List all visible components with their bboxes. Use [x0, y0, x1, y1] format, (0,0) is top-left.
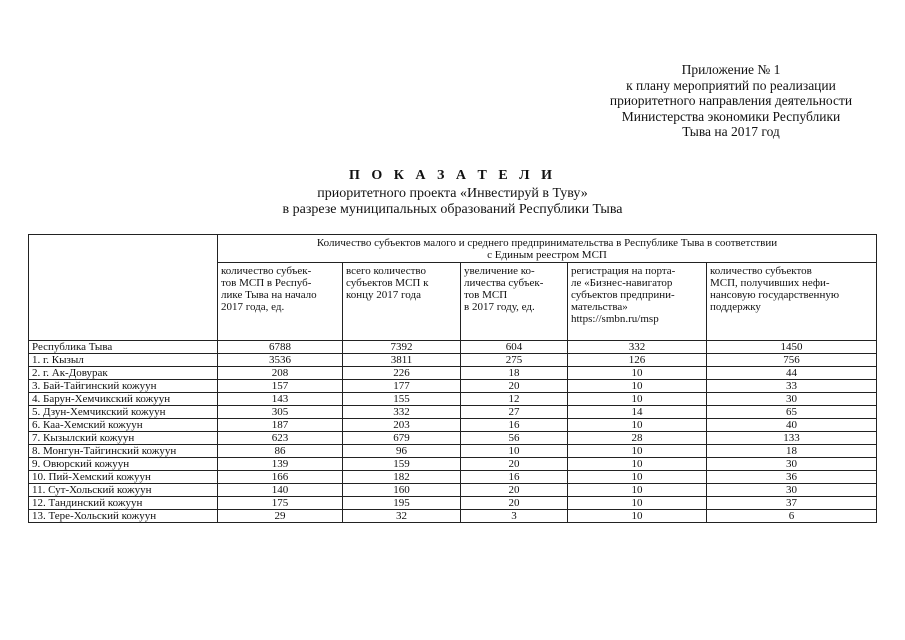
table-row — [29, 510, 877, 523]
value-cell: 182 — [343, 471, 461, 484]
column-header — [707, 263, 877, 341]
value-cell: 96 — [343, 445, 461, 458]
group-header-line: с Единым реестром МСП — [487, 249, 607, 261]
value-cell: 1450 — [707, 341, 877, 354]
column-header-line: регистрация на порта- — [571, 265, 676, 277]
value-cell: 187 — [218, 419, 343, 432]
column-header-line: субъектов предприни- — [571, 289, 675, 301]
appendix-line: Министерства экономики Республики — [621, 108, 841, 124]
appendix-line: к плану мероприятий по реализации — [626, 77, 836, 93]
value-cell: 30 — [707, 484, 877, 497]
value-cell: 10 — [568, 510, 707, 523]
appendix-line: Тыва на 2017 год — [682, 124, 780, 139]
value-cell: 166 — [218, 471, 343, 484]
value-cell: 16 — [461, 471, 568, 484]
value-cell: 18 — [707, 445, 877, 458]
column-header-line: количество субъектов — [710, 265, 812, 277]
value-cell: 175 — [218, 497, 343, 510]
title-main: П О К А З А Т Е Л И — [348, 168, 557, 183]
value-cell: 10 — [568, 367, 707, 380]
table-row — [29, 380, 877, 393]
value-cell: 143 — [218, 393, 343, 406]
value-cell: 36 — [707, 471, 877, 484]
value-cell: 86 — [218, 445, 343, 458]
value-cell: 20 — [461, 380, 568, 393]
table-row — [29, 458, 877, 471]
column-header-line: тов МСП в Респуб- — [221, 277, 312, 289]
column-header-line: МСП, получивших нефи- — [710, 277, 830, 289]
value-cell: 208 — [218, 367, 343, 380]
column-header — [218, 263, 343, 341]
municipality-name: 2. г. Ак-Довурак — [29, 367, 218, 380]
table-row — [29, 406, 877, 419]
value-cell: 6788 — [218, 341, 343, 354]
value-cell: 226 — [343, 367, 461, 380]
value-cell: 203 — [343, 419, 461, 432]
group-header — [218, 235, 877, 263]
value-cell: 177 — [343, 380, 461, 393]
value-cell: 159 — [343, 458, 461, 471]
municipality-name: Республика Тыва — [29, 341, 218, 354]
column-header-line: субъектов МСП к — [346, 277, 429, 289]
value-cell: 30 — [707, 393, 877, 406]
empty-corner-cell — [29, 235, 218, 341]
value-cell: 6 — [707, 510, 877, 523]
value-cell: 305 — [218, 406, 343, 419]
table-row — [29, 393, 877, 406]
value-cell: 623 — [218, 432, 343, 445]
indicators-table — [28, 234, 877, 523]
value-cell: 133 — [707, 432, 877, 445]
column-header-line: количество субъек- — [221, 265, 312, 277]
column-header-line: мательства» — [571, 301, 628, 313]
value-cell: 155 — [343, 393, 461, 406]
column-header-line: всего количество — [346, 265, 427, 277]
value-cell: 10 — [568, 419, 707, 432]
table-row — [29, 445, 877, 458]
value-cell: 126 — [568, 354, 707, 367]
value-cell: 10 — [568, 484, 707, 497]
value-cell: 332 — [568, 341, 707, 354]
title-subline: приоритетного проекта «Инвестируй в Туву» — [317, 186, 588, 201]
value-cell: 28 — [568, 432, 707, 445]
value-cell: 14 — [568, 406, 707, 419]
municipality-name: 11. Сут-Хольский кожуун — [29, 484, 218, 497]
value-cell: 10 — [568, 497, 707, 510]
value-cell: 756 — [707, 354, 877, 367]
municipality-name: 3. Бай-Тайгинский кожуун — [29, 380, 218, 393]
value-cell: 27 — [461, 406, 568, 419]
table-row — [29, 341, 877, 354]
value-cell: 20 — [461, 484, 568, 497]
title-subline: в разрезе муниципальных образований Республики Тыва — [282, 202, 623, 217]
appendix-line: Приложение № 1 — [681, 62, 781, 77]
value-cell: 30 — [707, 458, 877, 471]
value-cell: 275 — [461, 354, 568, 367]
value-cell: 37 — [707, 497, 877, 510]
document-title — [0, 168, 905, 218]
value-cell: 3536 — [218, 354, 343, 367]
value-cell: 32 — [343, 510, 461, 523]
value-cell: 20 — [461, 497, 568, 510]
value-cell: 7392 — [343, 341, 461, 354]
value-cell: 195 — [343, 497, 461, 510]
value-cell: 29 — [218, 510, 343, 523]
column-header-line: личества субъек- — [464, 277, 544, 289]
group-header-line: Количество субъектов малого и среднего предпринимательства в Республике Тыва в соответствии — [316, 237, 778, 249]
table-row — [29, 419, 877, 432]
value-cell: 3811 — [343, 354, 461, 367]
column-header-line: концу 2017 года — [346, 289, 421, 301]
value-cell: 18 — [461, 367, 568, 380]
value-cell: 16 — [461, 419, 568, 432]
municipality-name: 7. Кызылский кожуун — [29, 432, 218, 445]
column-header-line: https://smbn.ru/msp — [571, 313, 659, 325]
value-cell: 3 — [461, 510, 568, 523]
column-header-line: ле «Бизнес-навигатор — [571, 277, 673, 289]
table-row — [29, 354, 877, 367]
value-cell: 10 — [568, 380, 707, 393]
municipality-name: 5. Дзун-Хемчикский кожуун — [29, 406, 218, 419]
column-header — [461, 263, 568, 341]
value-cell: 10 — [461, 445, 568, 458]
value-cell: 10 — [568, 458, 707, 471]
value-cell: 10 — [568, 471, 707, 484]
column-header-line: поддержку — [710, 301, 761, 313]
value-cell: 679 — [343, 432, 461, 445]
value-cell: 20 — [461, 458, 568, 471]
value-cell: 12 — [461, 393, 568, 406]
value-cell: 10 — [568, 445, 707, 458]
municipality-name: 12. Тандинский кожуун — [29, 497, 218, 510]
table-row — [29, 471, 877, 484]
municipality-name: 9. Овюрский кожуун — [29, 458, 218, 471]
value-cell: 33 — [707, 380, 877, 393]
table-row — [29, 497, 877, 510]
municipality-name: 8. Монгун-Тайгинский кожуун — [29, 445, 218, 458]
municipality-name: 1. г. Кызыл — [29, 354, 218, 367]
column-header-line: нансовую государственную — [710, 289, 840, 301]
municipality-name: 4. Барун-Хемчикский кожуун — [29, 393, 218, 406]
value-cell: 56 — [461, 432, 568, 445]
value-cell: 139 — [218, 458, 343, 471]
value-cell: 40 — [707, 419, 877, 432]
column-header — [568, 263, 707, 341]
appendix-line: приоритетного направления деятельности — [609, 93, 853, 108]
value-cell: 332 — [343, 406, 461, 419]
municipality-name: 13. Тере-Хольский кожуун — [29, 510, 218, 523]
column-header — [343, 263, 461, 341]
municipality-name: 6. Каа-Хемский кожуун — [29, 419, 218, 432]
table-row — [29, 367, 877, 380]
value-cell: 65 — [707, 406, 877, 419]
column-header-line: тов МСП — [464, 289, 508, 301]
value-cell: 157 — [218, 380, 343, 393]
value-cell: 10 — [568, 393, 707, 406]
value-cell: 604 — [461, 341, 568, 354]
column-header-line: увеличение ко- — [464, 265, 535, 277]
column-header-line: в 2017 году, ед. — [464, 301, 535, 313]
value-cell: 140 — [218, 484, 343, 497]
table-row — [29, 432, 877, 445]
column-header-line: 2017 года, ед. — [221, 301, 285, 313]
municipality-name: 10. Пий-Хемский кожуун — [29, 471, 218, 484]
value-cell: 160 — [343, 484, 461, 497]
table-row — [29, 484, 877, 497]
value-cell: 44 — [707, 367, 877, 380]
appendix-note — [560, 62, 902, 140]
column-header-line: лике Тыва на начало — [221, 289, 317, 301]
